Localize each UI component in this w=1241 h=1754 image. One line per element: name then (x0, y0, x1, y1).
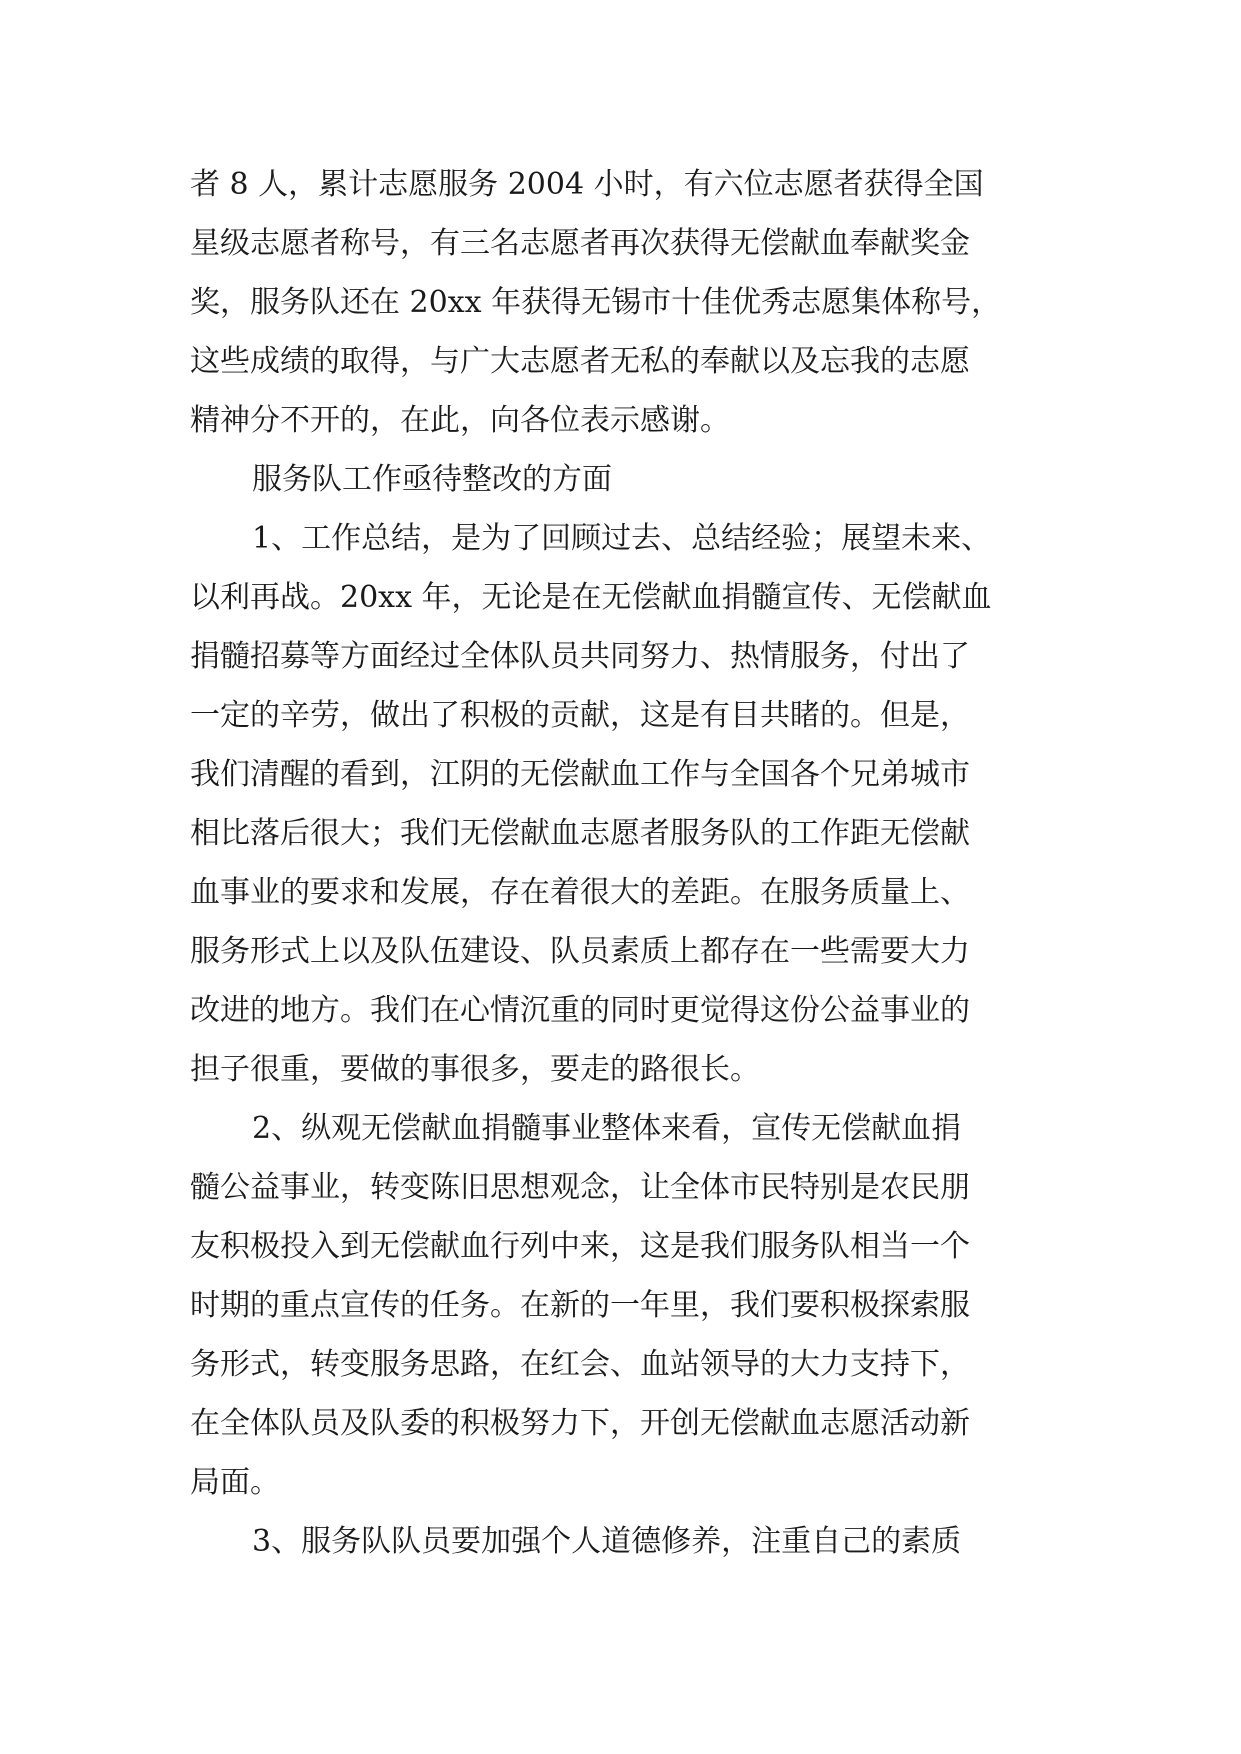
text-line: 以利再战。20xx 年，无论是在无偿献血捐髓宣传、无偿献血 (190, 580, 992, 615)
text-line: 担子很重，要做的事很多，要走的路很长。 (190, 1052, 760, 1087)
text-line: 奖，服务队还在 20xx 年获得无锡市十佳优秀志愿集体称号， (190, 285, 1002, 320)
text-line: 者 8 人，累计志愿服务 2004 小时，有六位志愿者获得全国 (190, 167, 984, 202)
text-line: 在全体队员及队委的积极努力下，开创无偿献血志愿活动新 (190, 1406, 970, 1441)
text-line: 相比落后很大；我们无偿献血志愿者服务队的工作距无偿献 (190, 816, 970, 851)
text-line: 星级志愿者称号，有三名志愿者再次获得无偿献血奉献奖金 (190, 226, 970, 261)
text-line: 一定的辛劳，做出了积极的贡献，这是有目共睹的。但是， (190, 698, 970, 733)
section-heading: 服务队工作亟待整改的方面 (252, 462, 612, 497)
text-line: 局面。 (190, 1465, 280, 1500)
text-line: 时期的重点宣传的任务。在新的一年里，我们要积极探索服 (190, 1288, 970, 1323)
text-line: 精神分不开的，在此，向各位表示感谢。 (190, 403, 730, 438)
text-line: 我们清醒的看到，江阴的无偿献血工作与全国各个兄弟城市 (190, 757, 970, 792)
text-line: 友积极投入到无偿献血行列中来，这是我们服务队相当一个 (190, 1229, 970, 1264)
text-line: 髓公益事业，转变陈旧思想观念，让全体市民特别是农民朋 (190, 1170, 970, 1205)
text-line: 3、服务队队员要加强个人道德修养，注重自己的素质 (252, 1524, 962, 1559)
text-line: 服务形式上以及队伍建设、队员素质上都存在一些需要大力 (190, 934, 970, 969)
text-line: 捐髓招募等方面经过全体队员共同努力、热情服务，付出了 (190, 639, 970, 674)
text-line: 这些成绩的取得，与广大志愿者无私的奉献以及忘我的志愿 (190, 344, 970, 379)
text-line: 2、纵观无偿献血捐髓事业整体来看，宣传无偿献血捐 (252, 1111, 962, 1146)
text-line: 1、工作总结，是为了回顾过去、总结经验；展望未来、 (252, 521, 992, 556)
text-line: 务形式，转变服务思路，在红会、血站领导的大力支持下， (190, 1347, 970, 1382)
text-line: 血事业的要求和发展，存在着很大的差距。在服务质量上、 (190, 875, 970, 910)
text-line: 改进的地方。我们在心情沉重的同时更觉得这份公益事业的 (190, 993, 970, 1028)
